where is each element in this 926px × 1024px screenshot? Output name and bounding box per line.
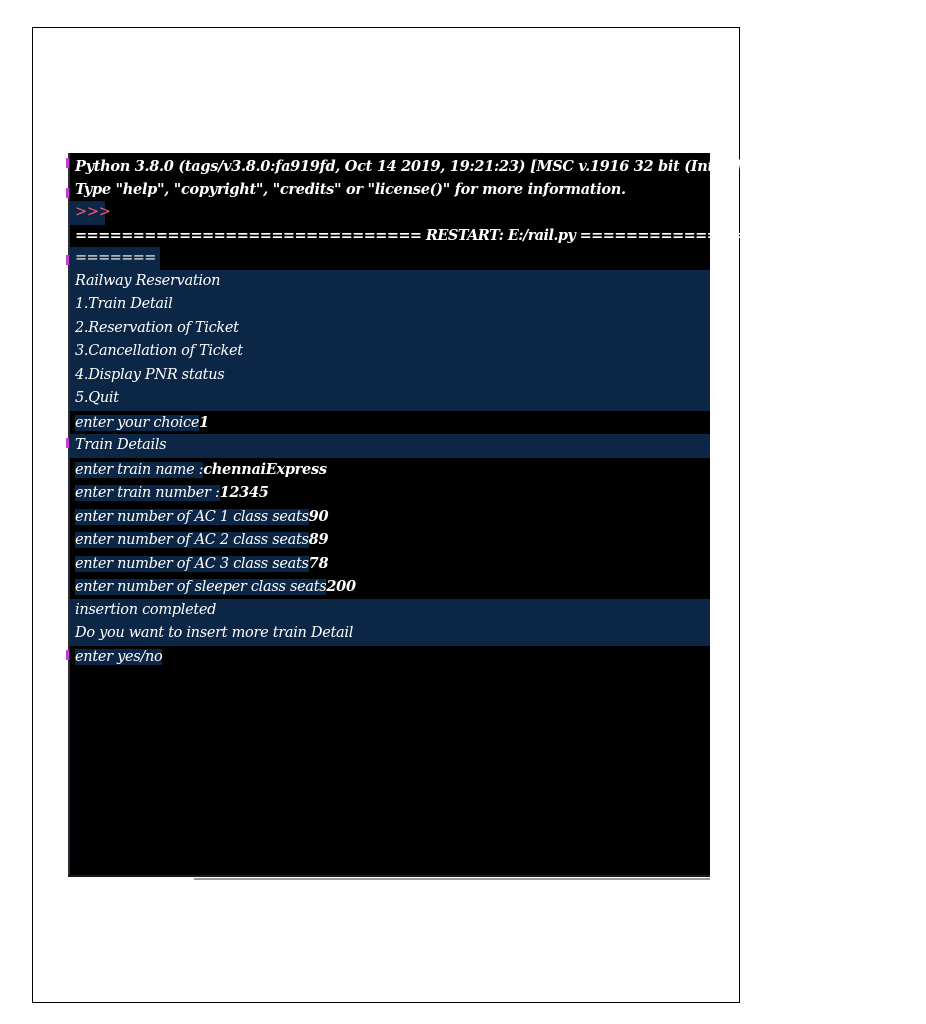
field-value: 12345 — [219, 484, 269, 501]
field-label: enter number of sleeper class seats — [75, 579, 327, 595]
choice-label: enter your choice — [75, 414, 200, 431]
field-label: enter number of AC 3 class seats — [75, 555, 309, 572]
menu-option-4-text: 4.Display PNR status — [75, 366, 225, 383]
banner-line-1 — [68, 155, 818, 179]
menu-option-5 — [68, 387, 710, 411]
field-value: 89 — [308, 531, 329, 548]
field-ac2-seats — [68, 528, 328, 552]
menu-option-3 — [68, 340, 710, 364]
banner-line-2-text: Type "help", "copyright", "credits" or "license()" for more information. — [75, 181, 626, 198]
shell-marker — [66, 188, 69, 198]
field-label: enter train name : — [75, 461, 204, 478]
shell-prompt — [68, 201, 111, 225]
choice-line — [68, 411, 209, 435]
section-title — [68, 434, 710, 458]
field-value: 90 — [308, 507, 329, 525]
menu-title — [68, 270, 710, 294]
field-value: 78 — [308, 554, 329, 572]
restart-wrap-text: ======= — [75, 250, 156, 266]
insertion-message — [68, 599, 710, 623]
restart-line-wrap — [68, 247, 160, 271]
shell-marker — [66, 650, 69, 660]
insert-more-prompt — [68, 622, 710, 646]
menu-option-3-text: 3.Cancellation of Ticket — [75, 343, 243, 359]
python-shell-output[interactable] — [68, 153, 926, 875]
field-label: enter number of AC 2 class seats — [75, 532, 309, 548]
banner-line-1-text: Python 3.8.0 (tags/v3.8.0:fa919fd, Oct 14 2019, 19:21:23) [MSC v.1916 32 bit (Intel)] on win32 — [75, 158, 818, 175]
field-ac1-seats — [68, 505, 328, 529]
shell-bottom-border — [68, 875, 710, 877]
menu-option-2-text: 2.Reservation of Ticket — [75, 319, 239, 336]
restart-line-text: ============================== RESTART: E:/rail.py ============================== — [75, 227, 926, 244]
field-value: chennaiExpress — [203, 460, 327, 478]
menu-title-text: Railway Reservation — [75, 273, 221, 289]
prompt-text: >>> — [75, 204, 111, 220]
menu-option-5-text: 5.Quit — [75, 390, 119, 406]
banner-line-2 — [68, 178, 626, 202]
field-train-name — [68, 458, 327, 482]
menu-option-2 — [68, 317, 710, 341]
menu-option-4 — [68, 364, 710, 388]
shell-marker — [66, 255, 69, 265]
section-title-text: Train Details — [75, 437, 167, 453]
field-label: enter number of AC 1 class seats — [75, 508, 309, 525]
field-sleeper-seats — [68, 575, 356, 599]
field-label: enter train number : — [75, 485, 220, 501]
field-train-number — [68, 481, 269, 505]
insertion-message-text: insertion completed — [75, 601, 217, 618]
field-value: 200 — [326, 578, 356, 595]
insert-more-text: Do you want to insert more train Detail — [75, 625, 354, 641]
menu-option-1 — [68, 293, 710, 317]
shell-marker — [66, 158, 69, 168]
yes-no-text: enter yes/no — [75, 648, 163, 665]
shell-marker — [66, 438, 69, 448]
yes-no-prompt[interactable] — [68, 646, 162, 670]
choice-value: 1 — [199, 413, 209, 431]
menu-option-1-text: 1.Train Detail — [75, 296, 173, 312]
restart-line — [68, 224, 926, 248]
shell-scrollbar-line — [194, 878, 710, 880]
field-ac3-seats — [68, 552, 328, 576]
